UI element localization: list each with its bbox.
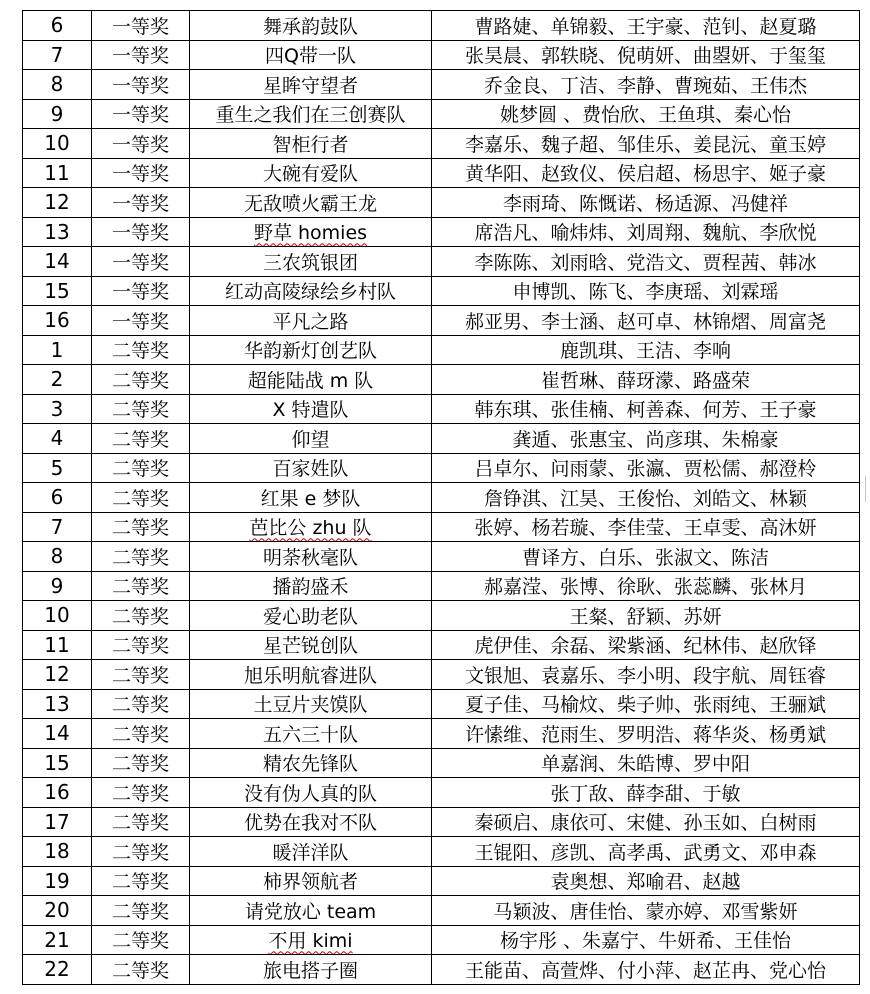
- spellcheck-underlined-text: 野草 homies: [253, 222, 368, 245]
- award-level-cell: 二等奖: [92, 630, 190, 660]
- rank-number-cell: 8: [23, 542, 92, 572]
- award-level-cell: 二等奖: [92, 542, 190, 572]
- table-row: [23, 571, 860, 601]
- award-level-cell: 二等奖: [92, 689, 190, 719]
- table-row: [23, 247, 860, 277]
- award-level-cell: 二等奖: [92, 719, 190, 749]
- table-row: [23, 394, 860, 424]
- page-edge-mark: [865, 476, 866, 502]
- award-level-cell: 二等奖: [92, 807, 190, 837]
- team-name-cell: 仰望: [190, 424, 432, 454]
- table-row: [23, 217, 860, 247]
- table-row: [23, 925, 860, 955]
- team-members-cell: 杨宇彤 、朱嘉宁、牛妍希、王佳怡: [432, 925, 860, 955]
- team-name-cell: 旭乐明航睿进队: [190, 660, 432, 690]
- team-members-cell: 李陈陈、刘雨晗、党浩文、贾程茜、韩冰: [432, 247, 860, 277]
- rank-number-cell: 15: [23, 748, 92, 778]
- spellcheck-underlined-text: 不用 kimi: [268, 930, 353, 953]
- team-members-cell: 吕卓尔、问雨蒙、张瀛、贾松儒、郝澄柃: [432, 453, 860, 483]
- table-row: [23, 129, 860, 159]
- award-level-cell: 一等奖: [92, 70, 190, 100]
- team-members-cell: 张婷、杨若璇、李佳莹、王卓雯、高沐妍: [432, 512, 860, 542]
- awards-table: [22, 10, 860, 985]
- rank-number-cell: 12: [23, 660, 92, 690]
- table-row: [23, 335, 860, 365]
- table-row: [23, 689, 860, 719]
- team-members-cell: 姚梦圆 、费怡欣、王鱼琪、秦心怡: [432, 99, 860, 129]
- rank-number-cell: 6: [23, 11, 92, 41]
- table-row: [23, 512, 860, 542]
- award-level-cell: 二等奖: [92, 571, 190, 601]
- team-name-cell: 华韵新灯创艺队: [190, 335, 432, 365]
- team-name-cell: 没有伪人真的队: [190, 778, 432, 808]
- team-members-cell: 袁奥想、郑喻君、赵越: [432, 866, 860, 896]
- award-level-cell: 二等奖: [92, 424, 190, 454]
- rank-number-cell: 9: [23, 571, 92, 601]
- rank-number-cell: 3: [23, 394, 92, 424]
- award-level-cell: 二等奖: [92, 512, 190, 542]
- rank-number-cell: 15: [23, 276, 92, 306]
- team-name-cell: 平凡之路: [190, 306, 432, 336]
- rank-number-cell: 4: [23, 424, 92, 454]
- rank-number-cell: 22: [23, 955, 92, 985]
- team-name-cell: 三农筑银团: [190, 247, 432, 277]
- award-level-cell: 二等奖: [92, 837, 190, 867]
- table-row: [23, 778, 860, 808]
- team-members-cell: 申博凯、陈飞、李庚瑶、刘霖瑶: [432, 276, 860, 306]
- team-members-cell: 李嘉乐、魏子超、邹佳乐、姜昆沅、童玉婷: [432, 129, 860, 159]
- award-level-cell: 二等奖: [92, 453, 190, 483]
- team-members-cell: 席浩凡、喻炜炜、刘周翔、魏航、李欣悦: [432, 217, 860, 247]
- award-level-cell: 二等奖: [92, 896, 190, 926]
- rank-number-cell: 14: [23, 247, 92, 277]
- team-name-cell: 红动高陵绿绘乡村队: [190, 276, 432, 306]
- rank-number-cell: 10: [23, 601, 92, 631]
- rank-number-cell: 18: [23, 837, 92, 867]
- table-row: [23, 866, 860, 896]
- team-members-cell: 王粲、舒颖、苏妍: [432, 601, 860, 631]
- rank-number-cell: 13: [23, 689, 92, 719]
- rank-number-cell: 20: [23, 896, 92, 926]
- award-level-cell: 一等奖: [92, 306, 190, 336]
- award-level-cell: 二等奖: [92, 778, 190, 808]
- award-level-cell: 二等奖: [92, 748, 190, 778]
- team-name-cell: [190, 217, 432, 247]
- team-name-cell: 明荼秋毫队: [190, 542, 432, 572]
- award-level-cell: 二等奖: [92, 483, 190, 513]
- table-row: [23, 11, 860, 41]
- rank-number-cell: 5: [23, 453, 92, 483]
- award-level-cell: 一等奖: [92, 158, 190, 188]
- team-name-cell: 星芒锐创队: [190, 630, 432, 660]
- table-row: [23, 424, 860, 454]
- team-name-cell: 暖洋洋队: [190, 837, 432, 867]
- award-level-cell: 二等奖: [92, 335, 190, 365]
- rank-number-cell: 16: [23, 778, 92, 808]
- team-members-cell: 詹铮淇、江昊、王俊怡、刘皓文、林颖: [432, 483, 860, 513]
- award-level-cell: 一等奖: [92, 99, 190, 129]
- table-row: [23, 306, 860, 336]
- table-row: [23, 719, 860, 749]
- team-members-cell: 王能苗、高萱烨、付小萍、赵芷冉、党心怡: [432, 955, 860, 985]
- team-members-cell: 王锟阳、彦凯、高孝禹、武勇文、邓申森: [432, 837, 860, 867]
- table-row: [23, 188, 860, 218]
- team-name-cell: [190, 925, 432, 955]
- team-members-cell: 虎伊佳、余磊、梁紫涵、纪林伟、赵欣铎: [432, 630, 860, 660]
- table-row: [23, 40, 860, 70]
- team-name-cell: 土豆片夹馍队: [190, 689, 432, 719]
- team-name-cell: 舞承韵鼓队: [190, 11, 432, 41]
- team-members-cell: 单嘉润、朱皓博、罗中阳: [432, 748, 860, 778]
- team-name-cell: 星眸守望者: [190, 70, 432, 100]
- award-level-cell: 一等奖: [92, 188, 190, 218]
- team-members-cell: 张丁敌、薛李甜、于敏: [432, 778, 860, 808]
- team-name-cell: 四Q带一队: [190, 40, 432, 70]
- team-members-cell: 许愫维、范雨生、罗明浩、蒋华炎、杨勇斌: [432, 719, 860, 749]
- table-row: [23, 453, 860, 483]
- team-name-cell: X 特遣队: [190, 394, 432, 424]
- rank-number-cell: 8: [23, 70, 92, 100]
- team-name-cell: 超能陆战 m 队: [190, 365, 432, 395]
- award-level-cell: 二等奖: [92, 365, 190, 395]
- award-level-cell: 一等奖: [92, 40, 190, 70]
- team-members-cell: 曹译方、白乐、张淑文、陈洁: [432, 542, 860, 572]
- rank-number-cell: 2: [23, 365, 92, 395]
- table-row: [23, 99, 860, 129]
- team-members-cell: 黄华阳、赵致仪、侯启超、杨思宇、姬子豪: [432, 158, 860, 188]
- rank-number-cell: 14: [23, 719, 92, 749]
- award-level-cell: 二等奖: [92, 601, 190, 631]
- team-members-cell: 崔哲琳、薛玡濛、路盛荣: [432, 365, 860, 395]
- team-name-cell: 红果 e 梦队: [190, 483, 432, 513]
- table-row: [23, 748, 860, 778]
- table-row: [23, 837, 860, 867]
- rank-number-cell: 10: [23, 129, 92, 159]
- award-level-cell: 二等奖: [92, 955, 190, 985]
- team-members-cell: 夏子佳、马榆炆、柴子帅、张雨纯、王骊斌: [432, 689, 860, 719]
- table-row: [23, 955, 860, 985]
- award-level-cell: 一等奖: [92, 129, 190, 159]
- rank-number-cell: 19: [23, 866, 92, 896]
- team-members-cell: 龚遁、张惠宝、尚彦琪、朱棉豪: [432, 424, 860, 454]
- table-row: [23, 601, 860, 631]
- team-members-cell: 郝亚男、李士涵、赵可卓、林锦熠、周富尧: [432, 306, 860, 336]
- team-name-cell: 无敌喷火霸王龙: [190, 188, 432, 218]
- rank-number-cell: 7: [23, 512, 92, 542]
- table-row: [23, 542, 860, 572]
- team-members-cell: 曹路婕、单锦毅、王宇豪、范钊、赵夏璐: [432, 11, 860, 41]
- spellcheck-underlined-text: 芭比公 zhu 队: [249, 517, 372, 540]
- team-name-cell: 柿界领航者: [190, 866, 432, 896]
- rank-number-cell: 11: [23, 630, 92, 660]
- table-row: [23, 630, 860, 660]
- rank-number-cell: 9: [23, 99, 92, 129]
- award-level-cell: 一等奖: [92, 247, 190, 277]
- rank-number-cell: 21: [23, 925, 92, 955]
- team-members-cell: 马颖波、唐佳怡、蒙亦婷、邓雪紫妍: [432, 896, 860, 926]
- team-members-cell: 韩东琪、张佳楠、柯善森、何芳、王子豪: [432, 394, 860, 424]
- rank-number-cell: 6: [23, 483, 92, 513]
- team-members-cell: 李雨琦、陈慨诺、杨适源、冯健祥: [432, 188, 860, 218]
- team-name-cell: 爱心助老队: [190, 601, 432, 631]
- team-members-cell: 鹿凯琪、王洁、李响: [432, 335, 860, 365]
- team-name-cell: 优势在我对不队: [190, 807, 432, 837]
- team-name-cell: 智柜行者: [190, 129, 432, 159]
- team-members-cell: 郝嘉滢、张博、徐耿、张蕊麟、张林月: [432, 571, 860, 601]
- table-row: [23, 158, 860, 188]
- award-level-cell: 一等奖: [92, 276, 190, 306]
- rank-number-cell: 11: [23, 158, 92, 188]
- table-row: [23, 483, 860, 513]
- team-name-cell: 百家姓队: [190, 453, 432, 483]
- table-row: [23, 660, 860, 690]
- award-level-cell: 二等奖: [92, 925, 190, 955]
- award-level-cell: 二等奖: [92, 660, 190, 690]
- rank-number-cell: 13: [23, 217, 92, 247]
- table-row: [23, 276, 860, 306]
- table-row: [23, 365, 860, 395]
- rank-number-cell: 17: [23, 807, 92, 837]
- team-members-cell: 张昊晨、郭轶晓、倪萌妍、曲曌妍、于玺玺: [432, 40, 860, 70]
- award-level-cell: 二等奖: [92, 394, 190, 424]
- team-name-cell: 重生之我们在三创赛队: [190, 99, 432, 129]
- team-members-cell: 文银旭、袁嘉乐、李小明、段宇航、周钰睿: [432, 660, 860, 690]
- awards-table-body: [23, 11, 860, 985]
- rank-number-cell: 1: [23, 335, 92, 365]
- team-name-cell: 大碗有爱队: [190, 158, 432, 188]
- award-level-cell: 一等奖: [92, 217, 190, 247]
- team-members-cell: 乔金良、丁洁、李静、曹琬茹、王伟杰: [432, 70, 860, 100]
- table-row: [23, 70, 860, 100]
- team-name-cell: 精农先锋队: [190, 748, 432, 778]
- rank-number-cell: 12: [23, 188, 92, 218]
- team-name-cell: 请党放心 team: [190, 896, 432, 926]
- team-name-cell: 五六三十队: [190, 719, 432, 749]
- team-name-cell: 播韵盛禾: [190, 571, 432, 601]
- table-row: [23, 896, 860, 926]
- rank-number-cell: 7: [23, 40, 92, 70]
- award-level-cell: 二等奖: [92, 866, 190, 896]
- team-name-cell: [190, 512, 432, 542]
- rank-number-cell: 16: [23, 306, 92, 336]
- team-name-cell: 旅电搭子圈: [190, 955, 432, 985]
- award-level-cell: 一等奖: [92, 11, 190, 41]
- table-row: [23, 807, 860, 837]
- team-members-cell: 秦硕启、康依可、宋健、孙玉如、白树雨: [432, 807, 860, 837]
